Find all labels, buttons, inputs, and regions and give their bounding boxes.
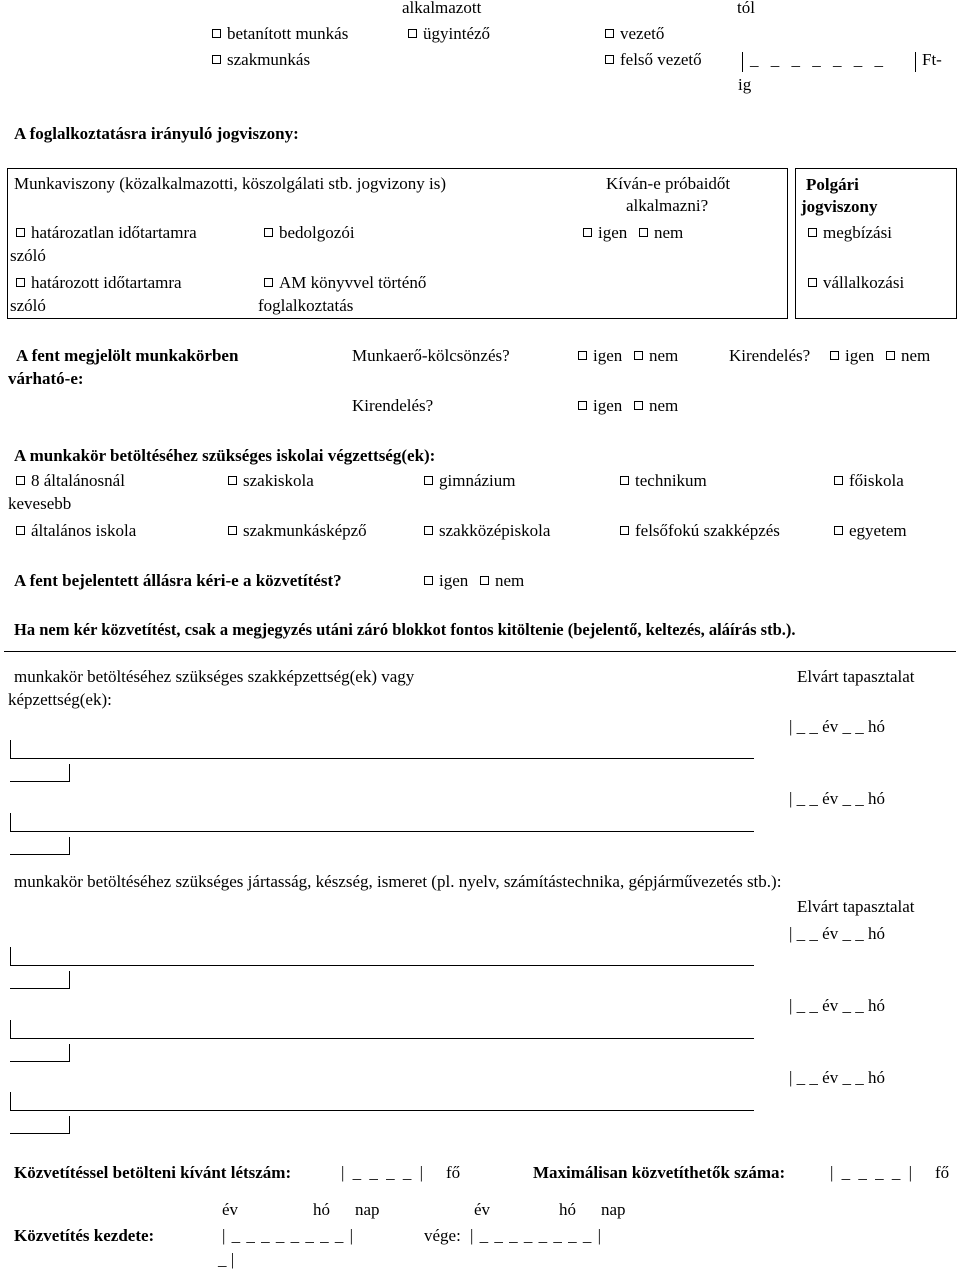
headcount-field[interactable]: | _ _ _ _ | xyxy=(341,1163,426,1182)
checkbox-edu-8alt[interactable]: 8 általánosnál xyxy=(16,471,125,491)
checkbox-icon xyxy=(16,526,25,535)
salary-unit: Ft- xyxy=(922,50,942,69)
start-col-year: év xyxy=(222,1200,239,1219)
checkbox-posting-right-yes[interactable]: igen xyxy=(830,346,874,366)
checkbox-icon xyxy=(620,476,629,485)
checkbox-bedolgozoi[interactable]: bedolgozói xyxy=(264,223,355,243)
salary-field[interactable]: _ _ _ _ _ _ _ xyxy=(750,50,887,69)
header-col-alkalmazott: alkalmazott xyxy=(402,0,482,17)
checkbox-icon xyxy=(578,401,587,410)
checkbox-icon xyxy=(16,476,25,485)
salary-unit-ig: ig xyxy=(738,75,752,94)
skills-input-2[interactable] xyxy=(10,1038,754,1039)
hatarozatlan-cont: szóló xyxy=(10,246,46,265)
end-col-month: hó xyxy=(559,1200,576,1219)
checkbox-icon xyxy=(16,228,25,237)
max-unit: fő xyxy=(935,1163,950,1182)
qualifications-label: munkakör betöltéséhez szükséges szakképzettség(ek) vagy xyxy=(14,667,415,686)
checkbox-icon xyxy=(634,401,643,410)
end-col-year: év xyxy=(474,1200,491,1219)
section-title-education: A munkakör betöltéséhez szükséges iskolai végzettség(ek): xyxy=(14,446,436,465)
checkbox-icon xyxy=(834,526,843,535)
checkbox-icon xyxy=(620,526,629,535)
checkbox-icon xyxy=(16,278,25,287)
qual-experience-2[interactable]: | _ _ év _ _ hó xyxy=(789,789,885,808)
checkbox-icon xyxy=(212,29,221,38)
checkbox-icon xyxy=(408,29,417,38)
leasing-question: Munkaerő-kölcsönzés? xyxy=(352,346,510,365)
skills-experience-1[interactable]: | _ _ év _ _ hó xyxy=(789,924,885,943)
checkbox-edu-egyetem[interactable]: egyetem xyxy=(834,521,907,541)
start-date-wrap: _ | xyxy=(218,1250,235,1269)
skills-input-1[interactable] xyxy=(10,965,754,966)
checkbox-ugyintezo[interactable]: ügyintéző xyxy=(408,24,490,44)
end-col-day: nap xyxy=(601,1200,626,1219)
checkbox-hatarozott[interactable]: határozott időtartamra xyxy=(16,273,182,293)
checkbox-icon xyxy=(264,278,273,287)
checkbox-icon xyxy=(834,476,843,485)
checkbox-betanitott[interactable]: betanított munkás xyxy=(212,24,348,44)
checkbox-icon xyxy=(228,526,237,535)
posting-question: Kirendelés? xyxy=(352,396,434,415)
checkbox-edu-technikum[interactable]: technikum xyxy=(620,471,707,491)
end-label: vége: xyxy=(424,1226,461,1245)
checkbox-icon xyxy=(639,228,648,237)
checkbox-edu-szakkozep[interactable]: szakközépiskola xyxy=(424,521,550,541)
checkbox-icon xyxy=(830,351,839,360)
divider xyxy=(4,651,956,652)
checkbox-icon xyxy=(583,228,592,237)
max-label: Maximálisan közvetíthetők száma: xyxy=(533,1163,786,1182)
checkbox-icon xyxy=(228,476,237,485)
checkbox-icon xyxy=(264,228,273,237)
headcount-label: Közvetítéssel betölteni kívánt létszám: xyxy=(14,1163,292,1182)
checkbox-icon xyxy=(605,29,614,38)
checkbox-mediation-yes[interactable]: igen xyxy=(424,571,468,591)
checkbox-edu-szakiskola[interactable]: szakiskola xyxy=(228,471,314,491)
edu-8alt-cont: kevesebb xyxy=(8,494,72,513)
checkbox-posting-right-no[interactable]: nem xyxy=(886,346,930,366)
checkbox-icon xyxy=(424,476,433,485)
checkbox-probation-no[interactable]: nem xyxy=(639,223,683,243)
checkbox-leasing-yes[interactable]: igen xyxy=(578,346,622,366)
am-konyv-cont: foglalkoztatás xyxy=(258,296,354,315)
start-date-field[interactable]: | _ _ _ _ _ _ _ _ | xyxy=(222,1226,355,1245)
checkbox-edu-gimnazium[interactable]: gimnázium xyxy=(424,471,515,491)
checkbox-vezeto[interactable]: vezető xyxy=(605,24,664,44)
section-title-employment: A foglalkoztatásra irányuló jogviszony: xyxy=(14,124,299,143)
probation-question-2: alkalmazni? xyxy=(626,196,709,215)
checkbox-leasing-no[interactable]: nem xyxy=(634,346,678,366)
checkbox-hatarozatlan[interactable]: határozatlan időtartamra xyxy=(16,223,197,243)
checkbox-icon xyxy=(808,278,817,287)
start-col-month: hó xyxy=(313,1200,330,1219)
start-col-day: nap xyxy=(355,1200,380,1219)
checkbox-probation-yes[interactable]: igen xyxy=(583,223,627,243)
skills-label: munkakör betöltéséhez szükséges jártasság, készség, ismeret (pl. nyelv, számítástechnika, gépjárművezetés stb.): xyxy=(14,872,782,891)
probation-question: Kíván-e próbaidőt xyxy=(606,174,731,193)
checkbox-icon xyxy=(212,55,221,64)
mediation-note: Ha nem kér közvetítést, csak a megjegyzés utáni záró blokkot fontos kitöltenie (bejelentő, keltezés, aláírás stb.). xyxy=(14,620,796,639)
end-date-field[interactable]: | _ _ _ _ _ _ _ _ | xyxy=(470,1226,603,1245)
checkbox-mediation-no[interactable]: nem xyxy=(480,571,524,591)
qual-input-1[interactable] xyxy=(10,758,754,759)
start-label: Közvetítés kezdete: xyxy=(14,1226,155,1245)
checkbox-icon xyxy=(886,351,895,360)
employment-col-heading: Munkaviszony (közalkalmazotti, köszolgálati stb. jogvizony is) xyxy=(14,174,446,193)
qual-input-2[interactable] xyxy=(10,831,754,832)
skills-experience-3[interactable]: | _ _ év _ _ hó xyxy=(789,1068,885,1087)
checkbox-edu-szakmunkaskepzo[interactable]: szakmunkásképző xyxy=(228,521,367,541)
qual-experience-1[interactable]: | _ _ év _ _ hó xyxy=(789,717,885,736)
qualifications-label-2: képzettség(ek): xyxy=(8,690,112,709)
header-col-tol: tól xyxy=(737,0,755,17)
checkbox-am-konyv[interactable]: AM könyvvel történő xyxy=(264,273,426,293)
expected-label: A fent megjelölt munkakörben xyxy=(16,346,239,365)
checkbox-szakmunkas[interactable]: szakmunkás xyxy=(212,50,310,70)
skills-experience-title: Elvárt tapasztalat xyxy=(797,897,915,916)
checkbox-felso-vezeto[interactable]: felső vezető xyxy=(605,50,702,70)
checkbox-icon xyxy=(578,351,587,360)
checkbox-icon xyxy=(424,526,433,535)
checkbox-megbizasi[interactable]: megbízási xyxy=(808,223,892,243)
checkbox-icon xyxy=(605,55,614,64)
checkbox-edu-foiskola[interactable]: főiskola xyxy=(834,471,904,491)
checkbox-edu-felsofoku[interactable]: felsőfokú szakképzés xyxy=(620,521,780,541)
civil-title: Polgári xyxy=(806,175,859,194)
mediation-question: A fent bejelentett állásra kéri-e a közvetítést? xyxy=(14,571,342,590)
expected-label-2: várható-e: xyxy=(8,369,84,388)
checkbox-edu-altalanos[interactable]: általános iskola xyxy=(16,521,136,541)
headcount-unit: fő xyxy=(446,1163,461,1182)
hatarozott-cont: szóló xyxy=(10,296,46,315)
max-field[interactable]: | _ _ _ _ | xyxy=(830,1163,915,1182)
skills-experience-2[interactable]: | _ _ év _ _ hó xyxy=(789,996,885,1015)
checkbox-icon xyxy=(808,228,817,237)
checkbox-icon xyxy=(634,351,643,360)
checkbox-icon xyxy=(424,576,433,585)
checkbox-posting-no[interactable]: nem xyxy=(634,396,678,416)
qual-experience-title: Elvárt tapasztalat xyxy=(797,667,915,686)
skills-input-3[interactable] xyxy=(10,1110,754,1111)
checkbox-vallalkozasi[interactable]: vállalkozási xyxy=(808,273,904,293)
civil-title-2: jogviszony xyxy=(801,197,878,216)
posting-question-right: Kirendelés? xyxy=(729,346,811,365)
checkbox-icon xyxy=(480,576,489,585)
checkbox-posting-yes[interactable]: igen xyxy=(578,396,622,416)
